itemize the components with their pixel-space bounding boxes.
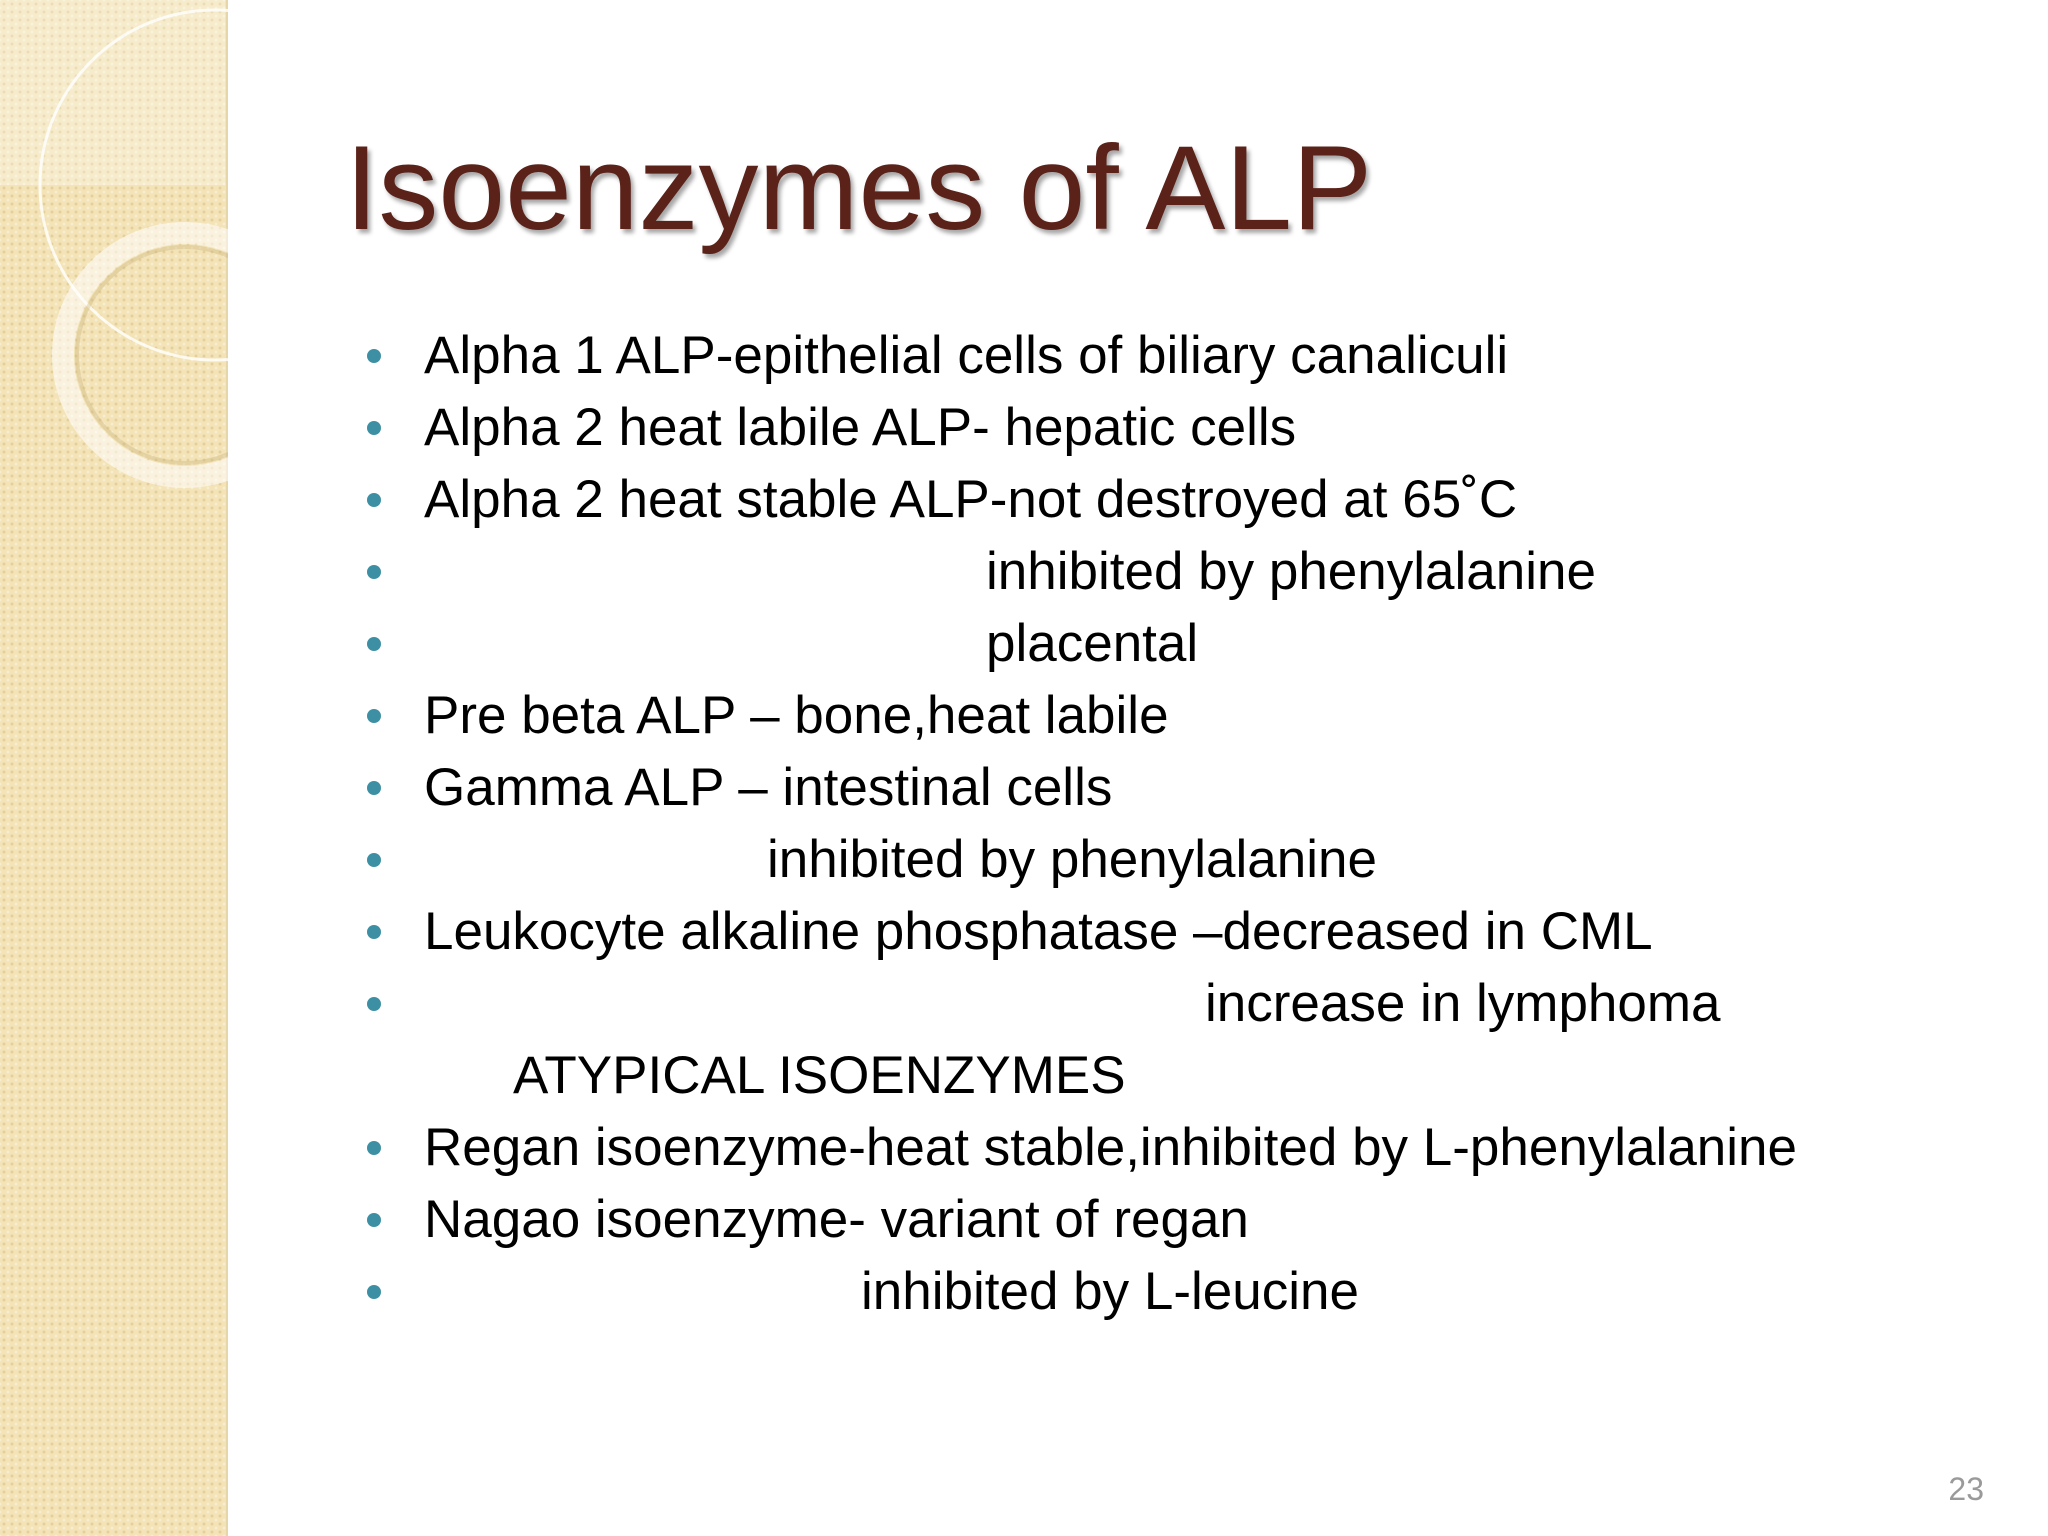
- bullet-icon: [367, 925, 381, 939]
- list-item-text: Leukocyte alkaline phosphatase –decreased in CML: [424, 902, 1653, 961]
- list-item: [0, 320, 2048, 392]
- list-item: [0, 392, 2048, 464]
- slide-title: Isoenzymes of ALP: [345, 121, 1373, 255]
- list-item: [0, 464, 2048, 536]
- bullet-icon: [367, 565, 381, 579]
- list-item-text: Gamma ALP – intestinal cells: [424, 758, 1113, 817]
- list-item-text: Alpha 2 heat labile ALP- hepatic cells: [424, 398, 1297, 457]
- list-item-text: inhibited by phenylalanine: [767, 830, 1377, 889]
- page-number: 23: [1948, 1471, 1984, 1507]
- list-item-text: Alpha 1 ALP-epithelial cells of biliary canaliculi: [424, 326, 1509, 385]
- list-item-text: Nagao isoenzyme- variant of regan: [424, 1190, 1249, 1249]
- bullet-icon: [367, 1213, 381, 1227]
- list-item: [0, 752, 2048, 824]
- list-item: [0, 824, 2048, 896]
- bullet-icon: [367, 709, 381, 723]
- list-item: [0, 680, 2048, 752]
- list-item-text: inhibited by phenylalanine: [986, 542, 1596, 601]
- list-item-text: Pre beta ALP – bone,heat labile: [424, 686, 1169, 745]
- list-item-text: Alpha 2 heat stable ALP-not destroyed at 65˚C: [424, 470, 1518, 529]
- section-heading: [0, 1040, 2048, 1112]
- list-item: [0, 1112, 2048, 1184]
- bullet-icon: [367, 637, 381, 651]
- list-item: [0, 968, 2048, 1040]
- bullet-icon: [367, 781, 381, 795]
- list-item-text: increase in lymphoma: [1205, 974, 1721, 1033]
- list-item: [0, 896, 2048, 968]
- section-heading-text: ATYPICAL ISOENZYMES: [513, 1046, 1126, 1105]
- slide-content: [0, 320, 2048, 1328]
- bullet-icon: [367, 997, 381, 1011]
- list-item: [0, 536, 2048, 608]
- list-item: [0, 1256, 2048, 1328]
- list-item-text: Regan isoenzyme-heat stable,inhibited by L-phenylalanine: [424, 1118, 1798, 1177]
- list-item: [0, 608, 2048, 680]
- bullet-icon: [367, 853, 381, 867]
- bullet-icon: [367, 421, 381, 435]
- bullet-icon: [367, 493, 381, 507]
- bullet-icon: [367, 1141, 381, 1155]
- list-item: [0, 1184, 2048, 1256]
- list-item-text: placental: [986, 614, 1199, 673]
- bullet-icon: [367, 349, 381, 363]
- list-item-text: inhibited by L-leucine: [861, 1262, 1359, 1321]
- bullet-icon: [367, 1285, 381, 1299]
